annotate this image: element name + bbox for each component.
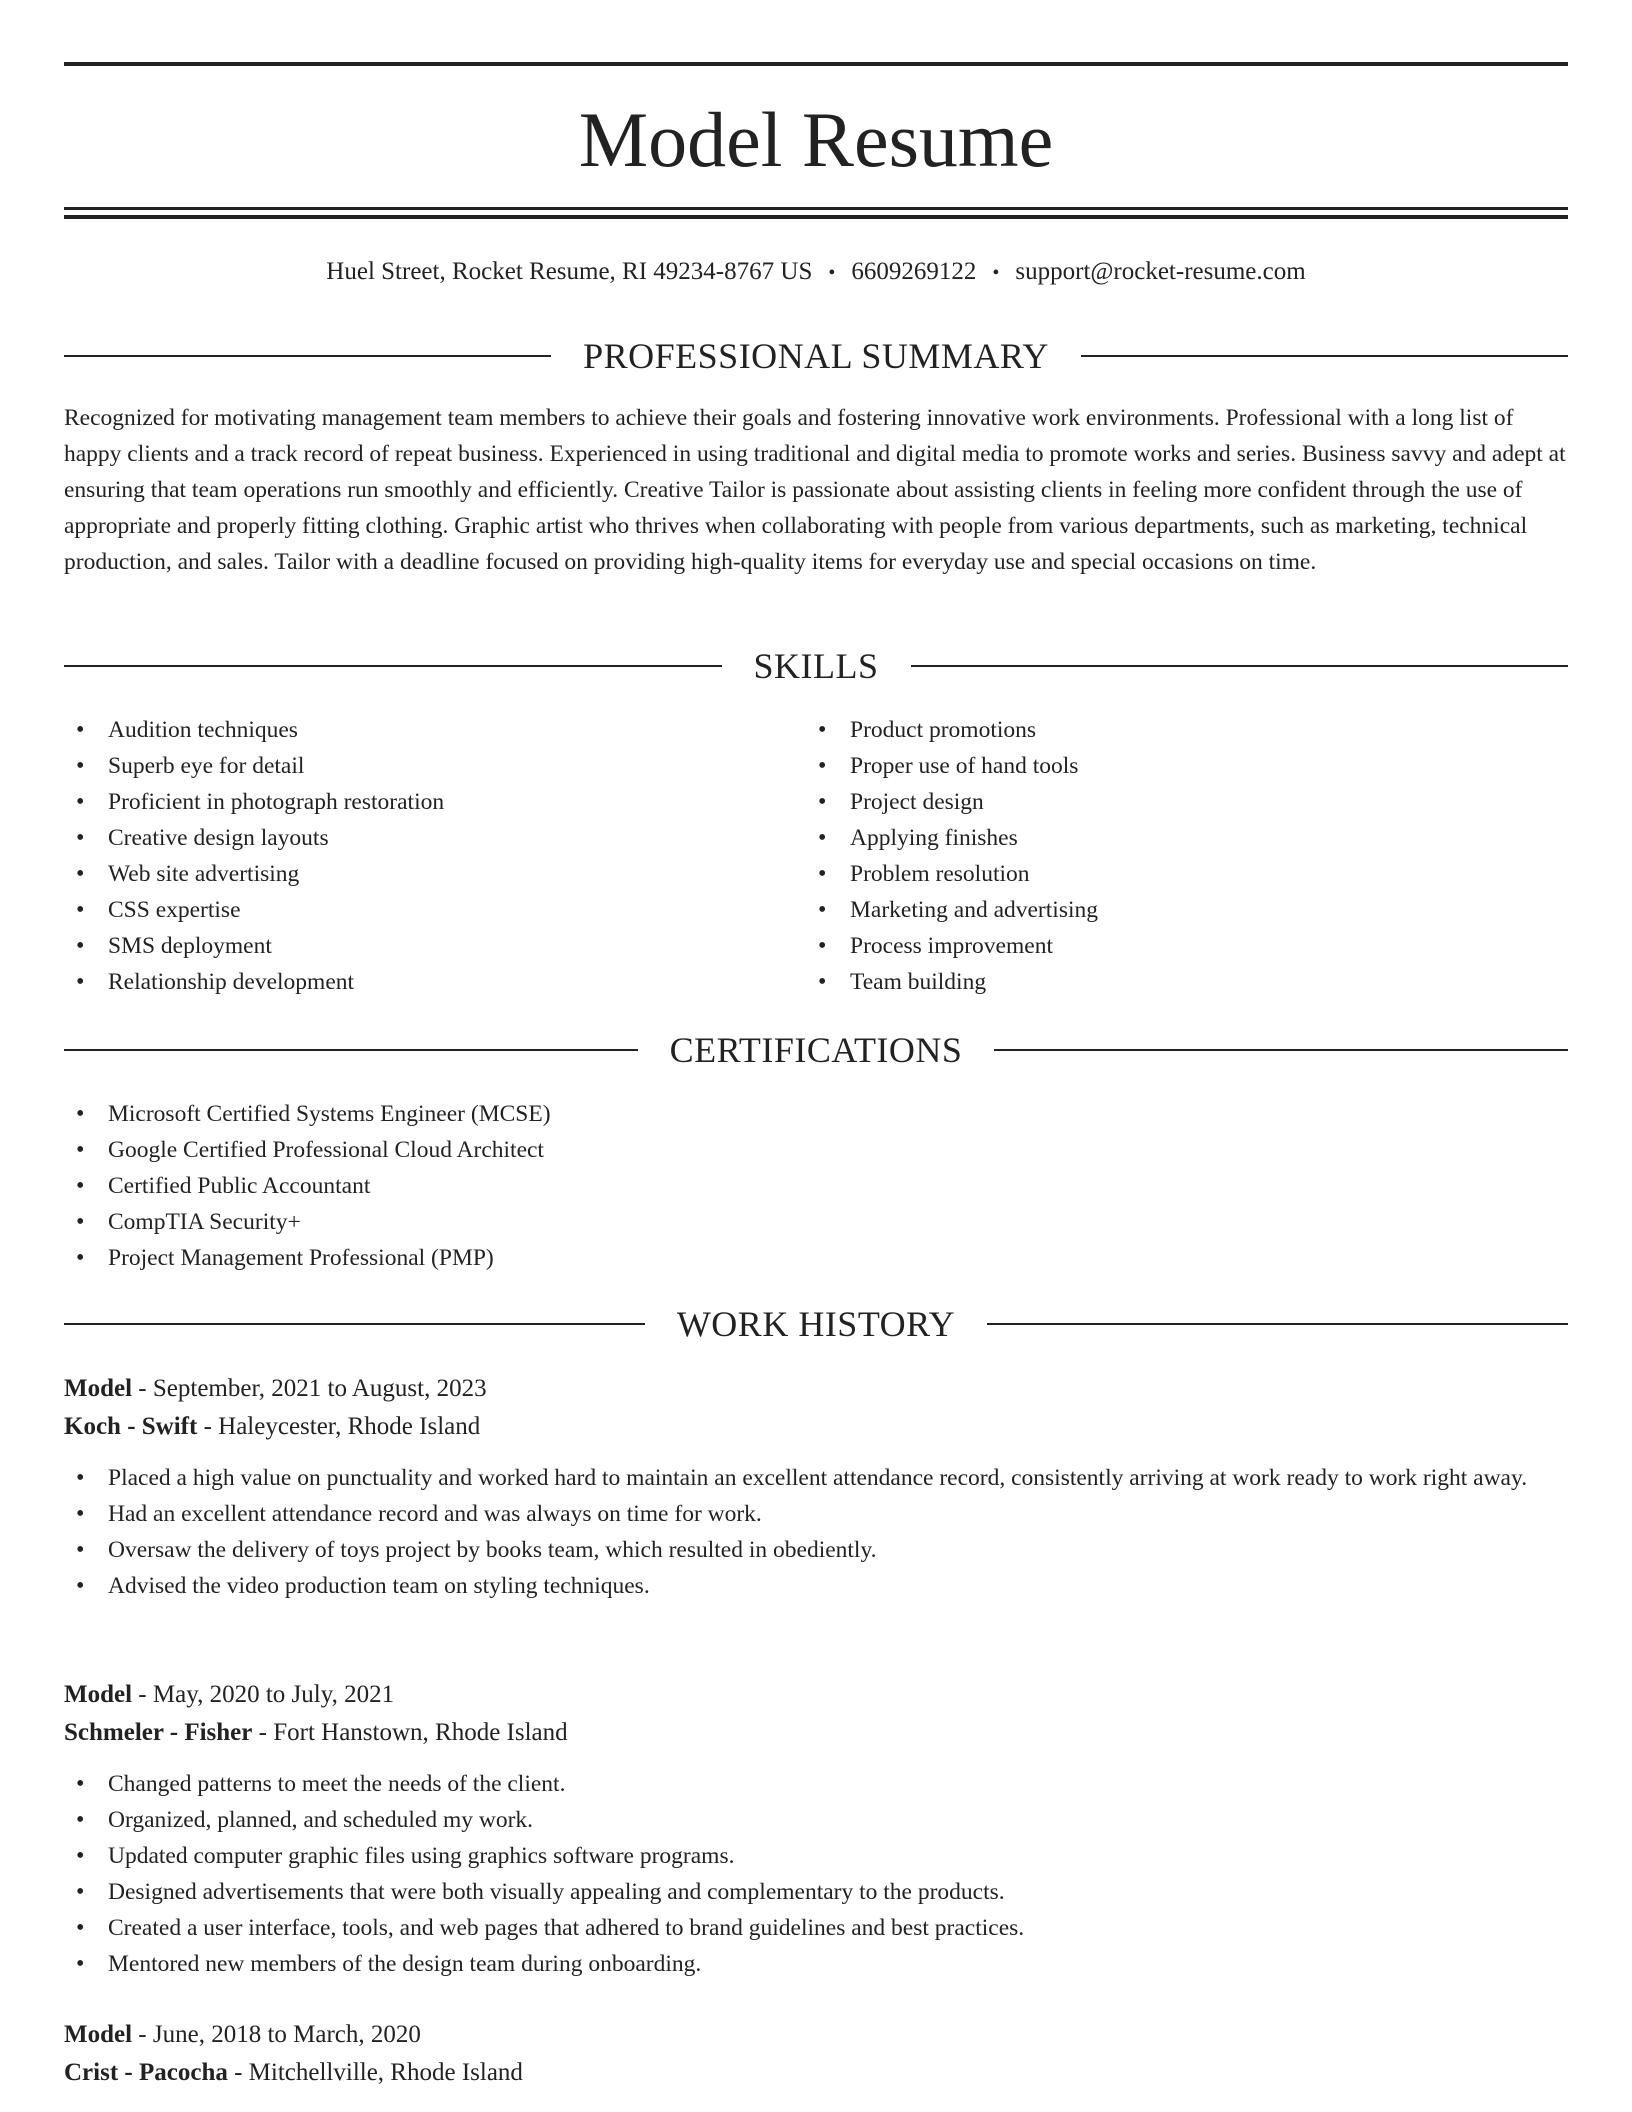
job-bullet: • Updated computer graphic files using graphics software programs.: [64, 1838, 1568, 1874]
heading-rule-left: [64, 1323, 645, 1325]
contact-address: Huel Street, Rocket Resume, RI 49234-8767 US: [326, 258, 813, 285]
job-bullet: • Advised the video production team on styling techniques.: [64, 1568, 1568, 1604]
skill-item: • Relationship development: [64, 964, 804, 1000]
skill-item: • Marketing and advertising: [806, 892, 1546, 928]
header-rule-thick: [64, 215, 1568, 219]
contact-separator: •: [828, 262, 836, 284]
heading-rule-right: [994, 1049, 1568, 1051]
skills-list-right: [806, 712, 1546, 1000]
job-bullet: • Changed patterns to meet the needs of the client.: [64, 1766, 1568, 1802]
skill-item: • Problem resolution: [806, 856, 1546, 892]
job-company-line: [64, 2054, 1568, 2092]
job-dates: - September, 2021 to August, 2023: [132, 1375, 487, 1402]
contact-separator: •: [992, 262, 1000, 284]
job-bullet: • Mentored new members of the design team during onboarding.: [64, 1946, 1568, 1982]
job-title-line: [64, 1676, 1568, 1714]
job-bullet: • Placed a high value on punctuality and worked hard to maintain an excellent attendance record, consistently arriving at work ready to work right away.: [64, 1460, 1568, 1496]
job-company: Crist - Pacocha: [64, 2059, 228, 2086]
job-bullet: • Had an excellent attendance record and was always on time for work.: [64, 1496, 1568, 1532]
certifications-title: CERTIFICATIONS: [669, 1030, 963, 1070]
resume-name: Model Resume: [578, 96, 1054, 183]
job-bullet: • Designed advertisements that were both visually appealing and complementary to the products.: [64, 1874, 1568, 1910]
job-company: Schmeler - Fisher: [64, 1719, 253, 1746]
job-dates: - May, 2020 to July, 2021: [132, 1681, 395, 1708]
skill-item: • CSS expertise: [64, 892, 804, 928]
contact-email: support@rocket-resume.com: [1015, 258, 1306, 285]
job-bullet: • Created a user interface, tools, and web pages that adhered to brand guidelines and best practices.: [64, 1910, 1568, 1946]
certification-item: • Certified Public Accountant: [64, 1168, 1568, 1204]
certification-item: • CompTIA Security+: [64, 1204, 1568, 1240]
skills-list-left: [64, 712, 804, 1000]
skill-item: • Product promotions: [806, 712, 1546, 748]
certification-item: • Project Management Professional (PMP): [64, 1240, 1568, 1276]
summary-heading: [64, 336, 1568, 376]
certification-item: • Microsoft Certified Systems Engineer (MCSE): [64, 1096, 1568, 1132]
job-location: - Haleycester, Rhode Island: [197, 1413, 481, 1440]
job-bullet: • Organized, planned, and scheduled my work.: [64, 1802, 1568, 1838]
job-entry: [64, 1370, 1568, 1604]
job-title: Model: [64, 1681, 133, 1708]
certification-item: • Google Certified Professional Cloud Architect: [64, 1132, 1568, 1168]
skill-item: • Process improvement: [806, 928, 1546, 964]
job-title-line: [64, 1370, 1568, 1408]
contact-line: [64, 254, 1568, 291]
skills-title: SKILLS: [753, 646, 879, 686]
job-location: - Fort Hanstown, Rhode Island: [252, 1719, 568, 1746]
certifications-list: [64, 1096, 1568, 1276]
job-title-line: [64, 2016, 1568, 2054]
skill-item: • Applying finishes: [806, 820, 1546, 856]
skill-item: • Web site advertising: [64, 856, 804, 892]
contact-phone: 6609269122: [851, 258, 977, 285]
job-entry: [64, 1676, 1568, 1982]
work-heading: [64, 1304, 1568, 1344]
heading-rule-right: [911, 665, 1569, 667]
job-entry: [64, 2016, 1568, 2092]
certifications-heading: [64, 1030, 1568, 1070]
heading-rule-left: [64, 665, 722, 667]
heading-rule-left: [64, 355, 551, 357]
skill-item: • Creative design layouts: [64, 820, 804, 856]
job-bullets: [64, 1460, 1568, 1604]
job-company-line: [64, 1714, 1568, 1752]
heading-rule-right: [987, 1323, 1568, 1325]
skill-item: • Team building: [806, 964, 1546, 1000]
job-bullet: • Oversaw the delivery of toys project by books team, which resulted in obediently.: [64, 1532, 1568, 1568]
job-company: Koch - Swift: [64, 1413, 198, 1440]
summary-text: Recognized for motivating management team members to achieve their goals and fostering innovative work environments. Professional with a long list of happy clients and a track record of repeat business. Experienced in using traditional and digital media to promote works and series. Business savvy and adept at ensuring that team operations run smoothly and efficiently. Creative Tailor is passionate about assisting clients in feeling more confident through the use of appropriate and properly fitting clothing. Graphic artist who thrives when collaborating with people from various departments, such as marketing, technical production, and sales. Tailor with a deadline focused on providing high-quality items for everyday use and special occasions on time.: [64, 405, 1566, 575]
job-title: Model: [64, 2021, 133, 2048]
heading-rule-left: [64, 1049, 638, 1051]
job-company-line: [64, 1408, 1568, 1446]
skills-heading: [64, 646, 1568, 686]
skill-item: • Project design: [806, 784, 1546, 820]
skill-item: • Proficient in photograph restoration: [64, 784, 804, 820]
skill-item: • Superb eye for detail: [64, 748, 804, 784]
header-top-rule: [64, 62, 1568, 66]
heading-rule-right: [1081, 355, 1568, 357]
work-title: WORK HISTORY: [676, 1304, 956, 1344]
skill-item: • SMS deployment: [64, 928, 804, 964]
summary-title: PROFESSIONAL SUMMARY: [583, 336, 1049, 376]
skill-item: • Proper use of hand tools: [806, 748, 1546, 784]
job-bullets: [64, 1766, 1568, 1982]
job-location: - Mitchellville, Rhode Island: [227, 2059, 523, 2086]
job-dates: - June, 2018 to March, 2020: [132, 2021, 421, 2048]
job-title: Model: [64, 1375, 133, 1402]
header-rule-thin: [64, 207, 1568, 210]
skill-item: • Audition techniques: [64, 712, 804, 748]
